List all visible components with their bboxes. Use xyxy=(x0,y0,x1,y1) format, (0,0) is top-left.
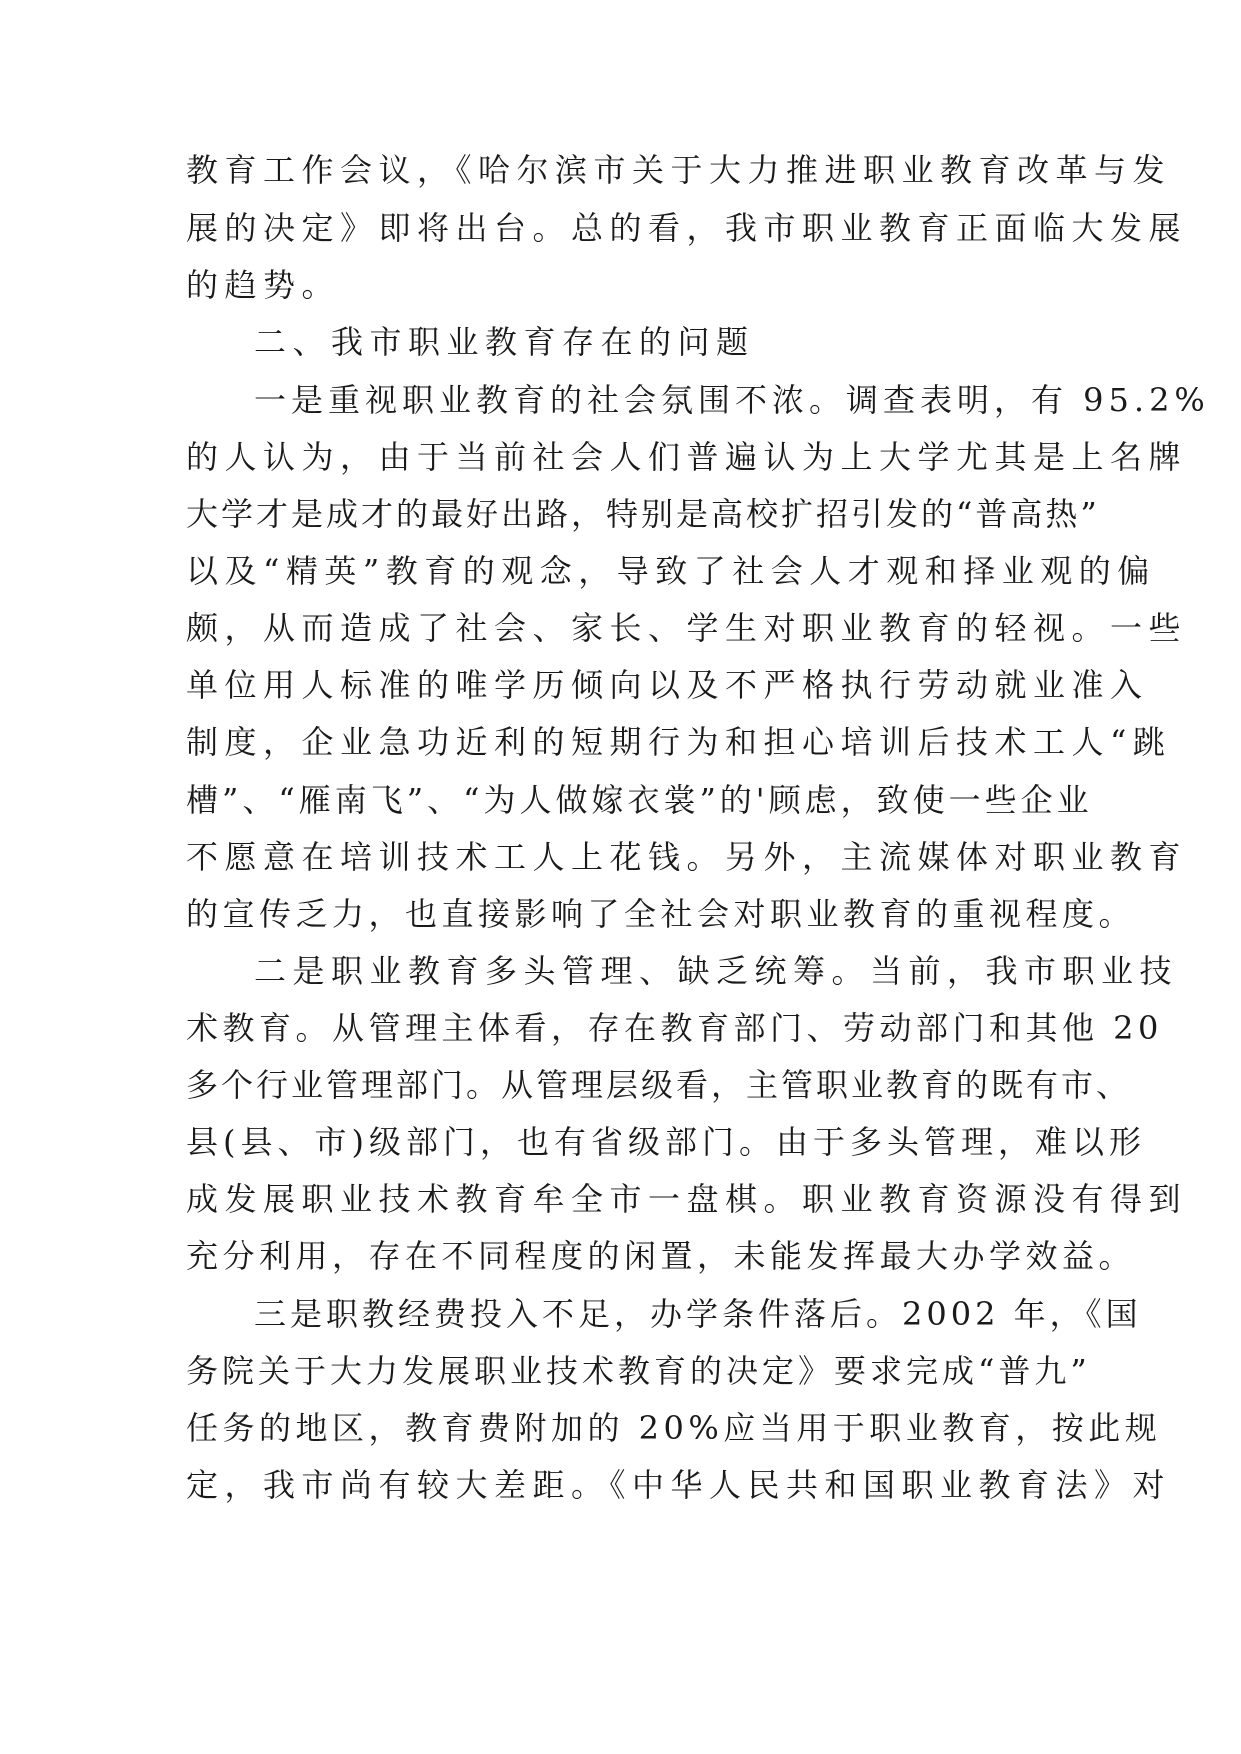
paragraph-start: 三是职教经费投入不足，办学条件落后。2002 年，《国 xyxy=(254,1295,1142,1333)
paragraph-start: 二是职业教育多头管理、缺乏统筹。当前，我市职业技 xyxy=(254,952,1179,990)
text-line: 颇，从而造成了社会、家长、学生对职业教育的轻视。一些 xyxy=(186,609,1188,647)
text-line: 充分利用，存在不同程度的闲置，未能发挥最大办学效益。 xyxy=(186,1237,1136,1275)
text-line: 不愿意在培训技术工人上花钱。另外，主流媒体对职业教育 xyxy=(186,838,1188,876)
text-line: 展的决定》即将出台。总的看，我市职业教育正面临大发展 xyxy=(186,209,1188,247)
text-line: 务院关于大力发展职业技术教育的决定》要求完成“普九” xyxy=(186,1352,1091,1390)
text-line: 县(县、市)级部门，也有省级部门。由于多头管理，难以形 xyxy=(186,1123,1146,1161)
text-line: 的趋势。 xyxy=(186,266,341,304)
text-line: 定，我市尚有较大差距。《中华人民共和国职业教育法》对 xyxy=(186,1466,1172,1504)
text-line: 术教育。从管理主体看，存在教育部门、劳动部门和其他 20 xyxy=(186,1009,1163,1047)
text-line: 一是重视职业教育的社会氛围不浓。调查表明，有 95.2% xyxy=(254,381,1210,419)
text-line: 单位用人标准的唯学历倾向以及不严格执行劳动就业准入 xyxy=(186,666,1149,704)
text-line: 制度，企业急功近利的短期行为和担心培训后技术工人“跳 xyxy=(186,723,1172,761)
text-line: 任务的地区，教育费附加的 20%应当用于职业教育，按此规 xyxy=(186,1409,1162,1447)
text-line: 以及“精英”教育的观念，导致了社会人才观和择业观的偏 xyxy=(186,552,1156,590)
text-line: 的宣传乏力，也直接影响了全社会对职业教育的重视程度。 xyxy=(186,895,1136,933)
text-line: 成发展职业技术教育牟全市一盘棋。职业教育资源没有得到 xyxy=(186,1180,1188,1218)
text-line: 多个行业管理部门。从管理层级看，主管职业教育的既有市、 xyxy=(186,1066,1132,1104)
text-line: 教育工作会议，《哈尔滨市关于大力推进职业教育改革与发 xyxy=(186,151,1172,189)
text-line: 槽”、“雁南飞”、“为人做嫁衣裳”的'顾虑，致使一些企业 xyxy=(186,781,1093,819)
text-line: 大学才是成才的最好出路，特别是高校扩招引发的“普高热” xyxy=(186,495,1100,533)
section-heading: 二、我市职业教育存在的问题 xyxy=(254,323,755,361)
text-line: 的人认为，由于当前社会人们普遍认为上大学尤其是上名牌 xyxy=(186,438,1188,476)
